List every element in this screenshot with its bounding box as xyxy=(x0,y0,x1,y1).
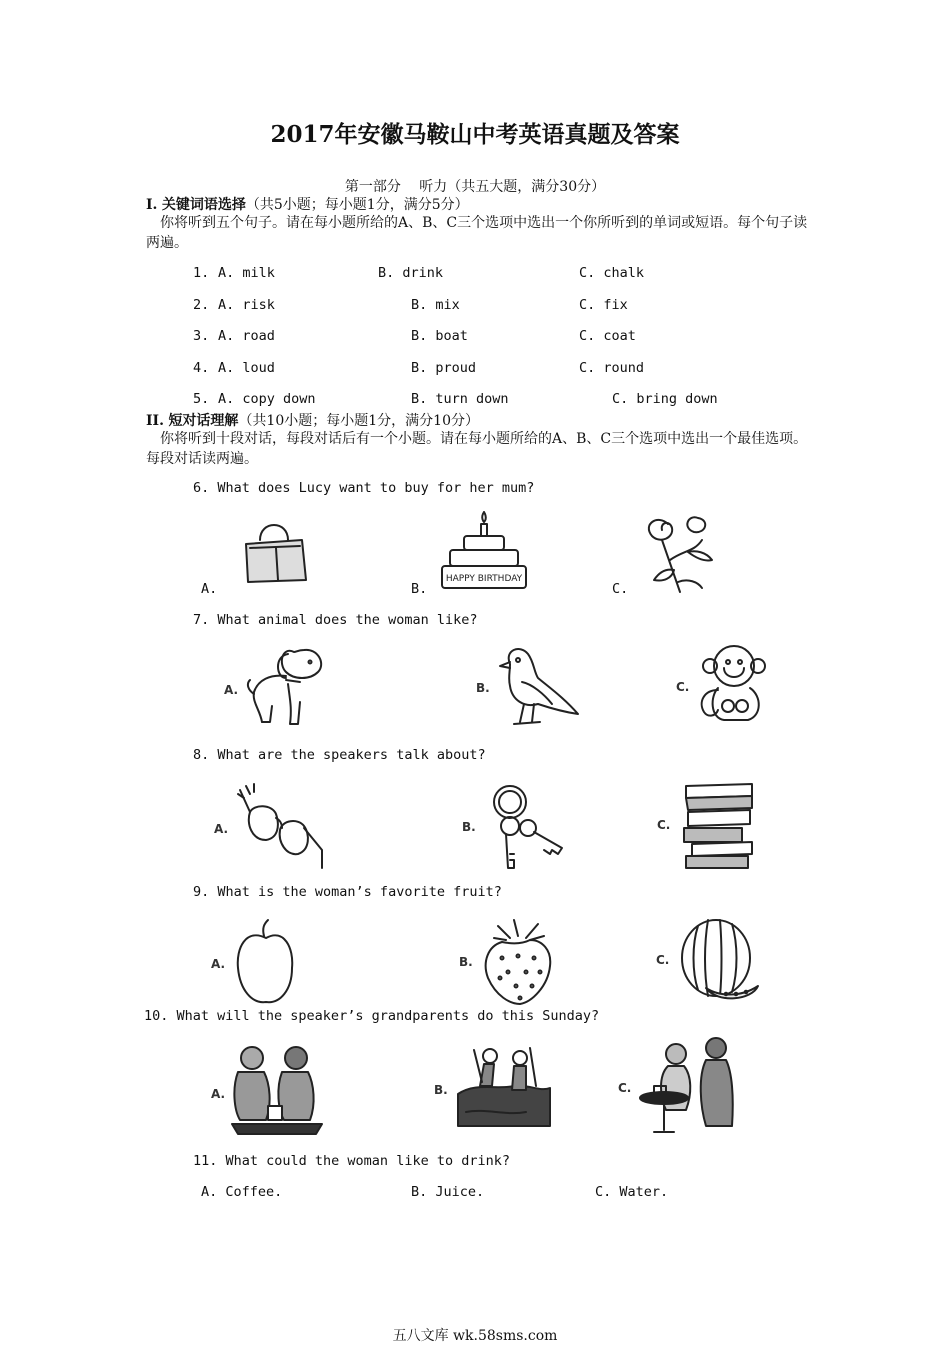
birthday-cake-icon xyxy=(440,508,530,592)
option-a: A. milk xyxy=(218,265,275,281)
part-heading: 第一部分 听力（共五大题，满分30分） xyxy=(344,179,606,195)
keys-icon xyxy=(480,780,570,872)
item-number: 3. xyxy=(193,328,210,344)
option-c-label: C. xyxy=(656,953,670,967)
question-7: 7. What animal does the woman like? xyxy=(193,612,478,628)
option-b: B. drink xyxy=(378,265,444,281)
option-c: C. Water. xyxy=(595,1184,669,1200)
option-b: B. turn down xyxy=(411,391,509,407)
couple-at-table-icon xyxy=(640,1036,740,1136)
option-a: A. Coffee. xyxy=(201,1184,283,1200)
option-a-label: A. xyxy=(211,957,226,971)
option-a: A. loud xyxy=(218,360,275,376)
apple-icon xyxy=(234,918,298,1008)
footer-watermark: 五八文库 wk.58sms.com xyxy=(392,1328,558,1344)
question-8: 8. What are the speakers talk about? xyxy=(193,747,486,763)
item-number: 5. xyxy=(193,391,210,407)
option-a-label: A. xyxy=(214,822,229,836)
glasses-icon xyxy=(236,784,328,870)
item-number: 4. xyxy=(193,360,210,376)
option-c-label: C. xyxy=(612,581,629,597)
option-a: A. risk xyxy=(218,297,275,313)
option-b-label: B. xyxy=(411,581,428,597)
climbing-icon xyxy=(456,1042,552,1128)
rose-icon xyxy=(640,510,724,594)
books-icon xyxy=(682,778,756,870)
section2-heading xyxy=(146,410,479,430)
section2-detail: （共10小题；每小题1分，满分10分） xyxy=(238,413,479,429)
elderly-couple-icon xyxy=(230,1044,326,1136)
bird-icon xyxy=(494,642,584,728)
monkey-icon xyxy=(694,640,778,726)
option-b: B. proud xyxy=(411,360,477,376)
option-a-label: A. xyxy=(224,683,239,697)
option-b: B. mix xyxy=(411,297,460,313)
option-b-label: B. xyxy=(476,681,490,695)
option-c-label: C. xyxy=(618,1081,632,1095)
strawberry-icon xyxy=(480,916,556,1008)
handbag-icon xyxy=(236,518,316,588)
section1-heading xyxy=(146,194,469,214)
section1-instruction: 你将听到五个句子。请在每小题所给的A、B、C三个选项中选出一个你所听到的单词或短语。每个句子读两遍。 xyxy=(146,215,808,251)
cake-text: HAPPY BIRTHDAY xyxy=(445,574,523,584)
option-c: C. bring down xyxy=(612,391,718,407)
option-c: C. coat xyxy=(579,328,636,344)
section1-name: 关键词语选择 xyxy=(161,197,246,213)
option-b: B. boat xyxy=(411,328,468,344)
section1-num: I. xyxy=(146,197,158,213)
question-6: 6. What does Lucy want to buy for her mum? xyxy=(193,480,535,496)
option-b-label: B. xyxy=(459,955,473,969)
section1-detail: （共5小题；每小题1分，满分5分） xyxy=(245,197,469,213)
question-9: 9. What is the woman’s favorite fruit? xyxy=(193,884,502,900)
page-title: 2017年安徽马鞍山中考英语真题及答案 xyxy=(270,121,680,148)
option-a-label: A. xyxy=(201,581,218,597)
section2-num: II. xyxy=(146,413,164,429)
option-a: A. copy down xyxy=(218,391,316,407)
option-c-label: C. xyxy=(676,680,690,694)
option-b-label: B. xyxy=(434,1083,448,1097)
item-number: 2. xyxy=(193,297,210,313)
option-a-label: A. xyxy=(211,1087,226,1101)
section2-name: 短对话理解 xyxy=(168,413,239,429)
watermelon-icon xyxy=(678,914,762,1006)
option-b: B. Juice. xyxy=(411,1184,485,1200)
option-b-label: B. xyxy=(462,820,476,834)
option-a: A. road xyxy=(218,328,275,344)
option-c: C. round xyxy=(579,360,645,376)
dog-icon xyxy=(244,644,334,730)
question-10: 10. What will the speaker’s grandparents do this Sunday? xyxy=(144,1008,600,1024)
option-c-label: C. xyxy=(657,818,671,832)
section2-instruction: 你将听到十段对话，每段对话后有一个小题。请在每小题所给的A、B、C三个选项中选出一个最佳选项。每段对话读两遍。 xyxy=(146,431,808,467)
item-number: 1. xyxy=(193,265,210,281)
option-c: C. fix xyxy=(579,297,628,313)
question-11: 11. What could the woman like to drink? xyxy=(193,1153,510,1169)
option-c: C. chalk xyxy=(579,265,645,281)
